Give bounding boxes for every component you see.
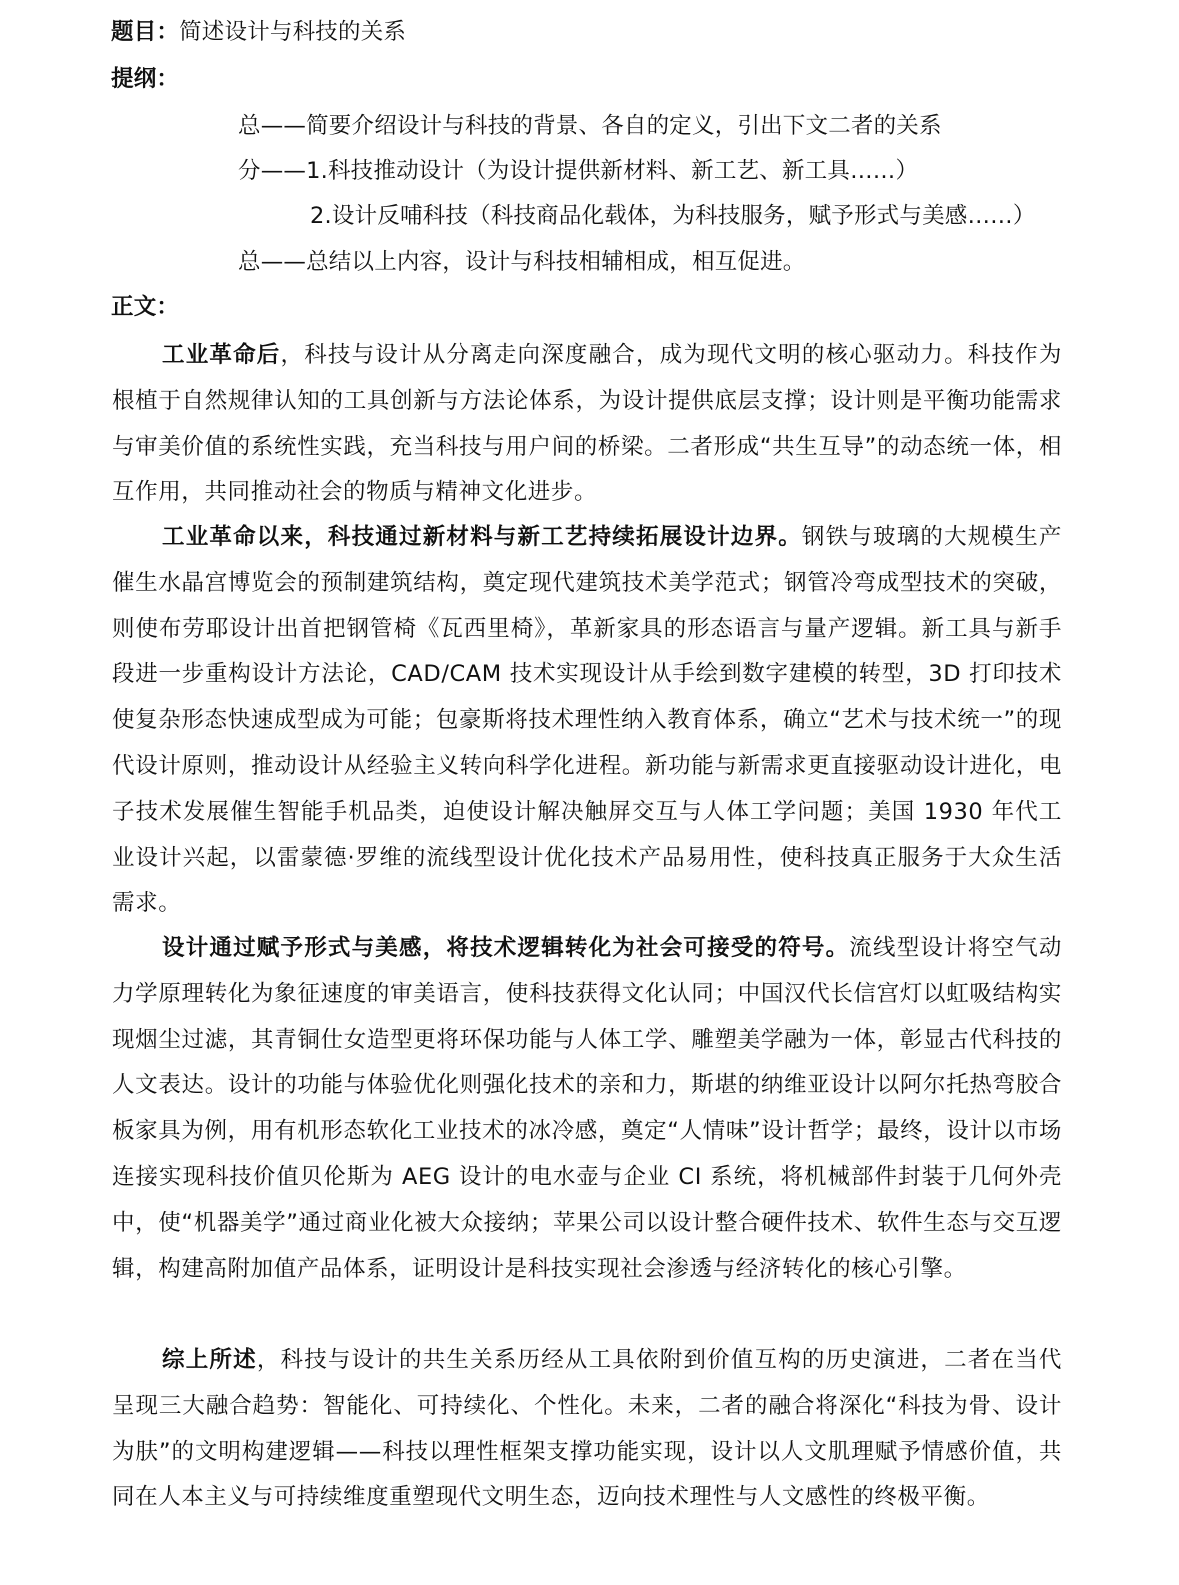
body-label: 正文： bbox=[111, 294, 180, 320]
paragraph-1-lead: 工业革命后 bbox=[162, 342, 281, 368]
title-label: 题目： bbox=[111, 19, 180, 45]
outline-line-1: 总——简要介绍设计与科技的背景、各自的定义，引出下文二者的关系 bbox=[238, 113, 942, 139]
outline-line-4: 总——总结以上内容，设计与科技相辅相成，相互促进。 bbox=[238, 249, 806, 275]
body-paragraph-1 bbox=[112, 333, 1062, 516]
paragraph-4-text: ，科技与设计的共生关系历经从工具依附到价值互构的历史演进，二者在当代呈现三大融合趋势：智能化、可持续化、个性化。未来，二者的融合将深化“科技为骨、设计为肤”的文明构建逻辑——科技以理性框架支撑功能实现，设计以人文肌理赋予情感价值，共同在人本主义与可持续维度重塑现代文明生态，迈向技术理性与人文感性的终极平衡。 bbox=[112, 1347, 1063, 1511]
paragraph-3-text: 流线型设计将空气动力学原理转化为象征速度的审美语言，使科技获得文化认同；中国汉代长信宫灯以虹吸结构实现烟尘过滤，其青铜仕女造型更将环保功能与人体工学、雕塑美学融为一体，彰显古代科技的人文表达。设计的功能与体验优化则强化技术的亲和力，斯堪的纳维亚设计以阿尔托热弯胶合板家具为例，用有机形态软化工业技术的冰冷感，奠定“人情味”设计哲学；最终，设计以市场连接实现科技价值贝伦斯为 AEG 设计的电水壶与企业 CI 系统，将机械部件封装于几何外壳中，使“机器美学”通过商业化被大众接纳；苹果公司以设计整合硬件技术、软件生态与交互逻辑，构建高附加值产品体系，证明设计是科技实现社会渗透与经济转化的核心引擎。 bbox=[112, 935, 1062, 1282]
title-text: 简述设计与科技的关系 bbox=[179, 19, 407, 45]
outline-line-3: 2.设计反哺科技（科技商品化载体，为科技服务，赋予形式与美感……） bbox=[310, 203, 1036, 229]
paragraph-3-lead: 设计通过赋予形式与美感，将技术逻辑转化为社会可接受的符号。 bbox=[162, 935, 850, 961]
paragraph-1-text: ，科技与设计从分离走向深度融合，成为现代文明的核心驱动力。科技作为根植于自然规律认知的工具创新与方法论体系，为设计提供底层支撑；设计则是平衡功能需求与审美价值的系统性实践，充当科技与用户间的桥梁。二者形成“共生互导”的动态统一体，相互作用，共同推动社会的物质与精神文化进步。 bbox=[112, 342, 1062, 506]
title-line bbox=[111, 17, 406, 47]
paragraph-4-lead: 综上所述 bbox=[162, 1347, 257, 1373]
outline-line-2: 分——1.科技推动设计（为设计提供新材料、新工艺、新工具……） bbox=[238, 158, 919, 184]
paragraph-2-text: 钢铁与玻璃的大规模生产催生水晶宫博览会的预制建筑结构，奠定现代建筑技术美学范式；钢管冷弯成型技术的突破，则使布劳耶设计出首把钢管椅《瓦西里椅》，革新家具的形态语言与量产逻辑。新工具与新手段进一步重构设计方法论，CAD/CAM 技术实现设计从手绘到数字建模的转型，3D 打印技术使复杂形态快速成型成为可能；包豪斯将技术理性纳入教育体系，确立“艺术与技术统一”的现代设计原则，推动设计从经验主义转向科学化进程。新功能与新需求更直接驱动设计进化，电子技术发展催生智能手机品类，迫使设计解决触屏交互与人体工学问题；美国 1930 年代工业设计兴起，以雷蒙德·罗维的流线型设计优化技术产品易用性，使科技真正服务于大众生活需求。 bbox=[112, 524, 1063, 917]
outline-label: 提纲： bbox=[111, 66, 180, 92]
body-paragraph-3 bbox=[112, 926, 1062, 1292]
paragraph-2-lead: 工业革命以来，科技通过新材料与新工艺持续拓展设计边界。 bbox=[162, 524, 802, 550]
body-paragraph-2 bbox=[112, 515, 1062, 927]
body-paragraph-4 bbox=[112, 1338, 1062, 1521]
